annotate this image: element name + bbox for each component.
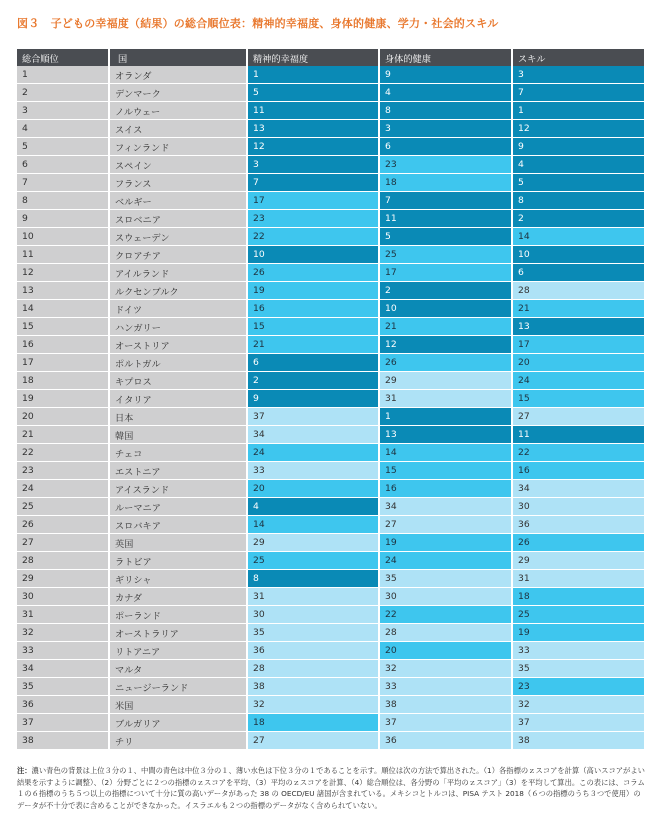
table-row — [17, 696, 644, 714]
cell-country: 英国 — [109, 534, 247, 552]
cell-skills: 37 — [512, 714, 644, 732]
cell-physical-health: 26 — [379, 354, 512, 372]
table-row — [17, 120, 644, 138]
cell-mental-wellbeing: 30 — [247, 606, 379, 624]
cell-country: アイスランド — [109, 480, 247, 498]
table-row — [17, 246, 644, 264]
table-row — [17, 264, 644, 282]
cell-skills: 13 — [512, 318, 644, 336]
cell-overall-rank: 38 — [17, 732, 109, 750]
cell-mental-wellbeing: 34 — [247, 426, 379, 444]
cell-mental-wellbeing: 32 — [247, 696, 379, 714]
cell-mental-wellbeing: 4 — [247, 498, 379, 516]
table-row — [17, 138, 644, 156]
cell-physical-health: 27 — [379, 516, 512, 534]
cell-country: 日本 — [109, 408, 247, 426]
cell-overall-rank: 32 — [17, 624, 109, 642]
cell-country: クロアチア — [109, 246, 247, 264]
cell-mental-wellbeing: 10 — [247, 246, 379, 264]
cell-mental-wellbeing: 15 — [247, 318, 379, 336]
cell-overall-rank: 30 — [17, 588, 109, 606]
table-row — [17, 714, 644, 732]
cell-mental-wellbeing: 38 — [247, 678, 379, 696]
cell-skills: 32 — [512, 696, 644, 714]
cell-country: スペイン — [109, 156, 247, 174]
cell-overall-rank: 35 — [17, 678, 109, 696]
cell-skills: 17 — [512, 336, 644, 354]
cell-overall-rank: 8 — [17, 192, 109, 210]
table-row — [17, 570, 644, 588]
cell-mental-wellbeing: 19 — [247, 282, 379, 300]
cell-overall-rank: 10 — [17, 228, 109, 246]
cell-overall-rank: 15 — [17, 318, 109, 336]
cell-physical-health: 28 — [379, 624, 512, 642]
cell-physical-health: 1 — [379, 408, 512, 426]
cell-overall-rank: 33 — [17, 642, 109, 660]
cell-physical-health: 15 — [379, 462, 512, 480]
cell-overall-rank: 19 — [17, 390, 109, 408]
header-overall-rank: 総合順位 — [17, 49, 109, 66]
cell-country: ノルウェー — [109, 102, 247, 120]
cell-mental-wellbeing: 5 — [247, 84, 379, 102]
cell-mental-wellbeing: 18 — [247, 714, 379, 732]
cell-overall-rank: 2 — [17, 84, 109, 102]
cell-skills: 12 — [512, 120, 644, 138]
cell-country: ニュージーランド — [109, 678, 247, 696]
table-row — [17, 300, 644, 318]
cell-mental-wellbeing: 6 — [247, 354, 379, 372]
table-row — [17, 174, 644, 192]
cell-skills: 36 — [512, 516, 644, 534]
cell-mental-wellbeing: 23 — [247, 210, 379, 228]
cell-physical-health: 21 — [379, 318, 512, 336]
cell-skills: 26 — [512, 534, 644, 552]
cell-skills: 25 — [512, 606, 644, 624]
cell-overall-rank: 31 — [17, 606, 109, 624]
header-country: 国 — [109, 49, 247, 66]
cell-skills: 30 — [512, 498, 644, 516]
cell-country: 韓国 — [109, 426, 247, 444]
cell-skills: 1 — [512, 102, 644, 120]
cell-skills: 15 — [512, 390, 644, 408]
table-row — [17, 516, 644, 534]
cell-physical-health: 10 — [379, 300, 512, 318]
cell-physical-health: 3 — [379, 120, 512, 138]
table-header-row — [17, 49, 644, 66]
cell-physical-health: 19 — [379, 534, 512, 552]
cell-mental-wellbeing: 13 — [247, 120, 379, 138]
cell-overall-rank: 14 — [17, 300, 109, 318]
cell-country: ブルガリア — [109, 714, 247, 732]
cell-skills: 21 — [512, 300, 644, 318]
cell-mental-wellbeing: 20 — [247, 480, 379, 498]
cell-country: ギリシャ — [109, 570, 247, 588]
cell-mental-wellbeing: 36 — [247, 642, 379, 660]
cell-skills: 10 — [512, 246, 644, 264]
cell-mental-wellbeing: 26 — [247, 264, 379, 282]
cell-country: オランダ — [109, 66, 247, 84]
table-row — [17, 642, 644, 660]
cell-country: ルーマニア — [109, 498, 247, 516]
cell-overall-rank: 20 — [17, 408, 109, 426]
cell-physical-health: 16 — [379, 480, 512, 498]
cell-overall-rank: 3 — [17, 102, 109, 120]
cell-overall-rank: 5 — [17, 138, 109, 156]
cell-skills: 6 — [512, 264, 644, 282]
cell-physical-health: 4 — [379, 84, 512, 102]
cell-mental-wellbeing: 14 — [247, 516, 379, 534]
cell-skills: 2 — [512, 210, 644, 228]
cell-skills: 33 — [512, 642, 644, 660]
cell-physical-health: 23 — [379, 156, 512, 174]
table-row — [17, 354, 644, 372]
cell-physical-health: 29 — [379, 372, 512, 390]
cell-overall-rank: 37 — [17, 714, 109, 732]
cell-skills: 35 — [512, 660, 644, 678]
cell-physical-health: 32 — [379, 660, 512, 678]
cell-overall-rank: 13 — [17, 282, 109, 300]
cell-overall-rank: 26 — [17, 516, 109, 534]
cell-physical-health: 12 — [379, 336, 512, 354]
cell-overall-rank: 4 — [17, 120, 109, 138]
table-row — [17, 408, 644, 426]
table-row — [17, 660, 644, 678]
cell-skills: 14 — [512, 228, 644, 246]
cell-mental-wellbeing: 33 — [247, 462, 379, 480]
cell-mental-wellbeing: 7 — [247, 174, 379, 192]
cell-country: ポーランド — [109, 606, 247, 624]
cell-mental-wellbeing: 17 — [247, 192, 379, 210]
cell-physical-health: 20 — [379, 642, 512, 660]
cell-physical-health: 31 — [379, 390, 512, 408]
table-row — [17, 624, 644, 642]
cell-country: マルタ — [109, 660, 247, 678]
cell-country: スイス — [109, 120, 247, 138]
cell-skills: 9 — [512, 138, 644, 156]
table-row — [17, 552, 644, 570]
cell-physical-health: 7 — [379, 192, 512, 210]
table-row — [17, 480, 644, 498]
cell-overall-rank: 27 — [17, 534, 109, 552]
table-row — [17, 588, 644, 606]
cell-overall-rank: 17 — [17, 354, 109, 372]
header-physical-health: 身体的健康 — [379, 49, 512, 66]
cell-country: ベルギー — [109, 192, 247, 210]
cell-overall-rank: 7 — [17, 174, 109, 192]
header-mental-wellbeing: 精神的幸福度 — [247, 49, 379, 66]
cell-country: オーストラリア — [109, 624, 247, 642]
cell-skills: 22 — [512, 444, 644, 462]
cell-physical-health: 37 — [379, 714, 512, 732]
cell-mental-wellbeing: 31 — [247, 588, 379, 606]
cell-skills: 27 — [512, 408, 644, 426]
cell-skills: 7 — [512, 84, 644, 102]
cell-country: ラトビア — [109, 552, 247, 570]
figure-title: 図３ 子どもの幸福度（結果）の総合順位表：精神的幸福度、身体的健康、学力・社会的スキル — [17, 17, 499, 30]
cell-physical-health: 5 — [379, 228, 512, 246]
cell-overall-rank: 21 — [17, 426, 109, 444]
cell-physical-health: 36 — [379, 732, 512, 750]
cell-mental-wellbeing: 35 — [247, 624, 379, 642]
table-row — [17, 210, 644, 228]
cell-overall-rank: 28 — [17, 552, 109, 570]
cell-overall-rank: 23 — [17, 462, 109, 480]
cell-mental-wellbeing: 3 — [247, 156, 379, 174]
cell-mental-wellbeing: 1 — [247, 66, 379, 84]
cell-country: チェコ — [109, 444, 247, 462]
cell-mental-wellbeing: 16 — [247, 300, 379, 318]
table-row — [17, 606, 644, 624]
cell-skills: 24 — [512, 372, 644, 390]
cell-mental-wellbeing: 11 — [247, 102, 379, 120]
cell-country: アイルランド — [109, 264, 247, 282]
cell-country: フランス — [109, 174, 247, 192]
cell-overall-rank: 16 — [17, 336, 109, 354]
footnote-text: 濃い青色の背景は上位３分の１、中間の青色は中位３分の１、薄い水色は下位３分の１であることを示す。順位は次の方法で算出された。（1）各指標のｚスコアを計算（高いスコアがよい結果を示すように調整）、（2）分野ごとに２つの指標のｚスコアを平均、（3）平均のｚスコアを計算、（4）総合順位は、各分野の「平均のｚスコア」（3）を平均して算出。この表には、コラム１の６指標のうち５つ以上の指標について十分に質の高いデータがあった 38 の OECD/EU 諸国が含まれている。メキシコとトルコは、PISA テスト 2018（６つの指標のうち３つで使用）のデータが不十分で表に含めることができなかった。イスラエルも２つの指標のデータがなく含められていない。 — [17, 766, 645, 810]
cell-mental-wellbeing: 28 — [247, 660, 379, 678]
cell-overall-rank: 6 — [17, 156, 109, 174]
cell-overall-rank: 18 — [17, 372, 109, 390]
cell-country: ハンガリー — [109, 318, 247, 336]
cell-skills: 8 — [512, 192, 644, 210]
cell-overall-rank: 24 — [17, 480, 109, 498]
cell-skills: 29 — [512, 552, 644, 570]
table-row — [17, 336, 644, 354]
cell-country: チリ — [109, 732, 247, 750]
cell-physical-health: 6 — [379, 138, 512, 156]
cell-country: ポルトガル — [109, 354, 247, 372]
cell-skills: 5 — [512, 174, 644, 192]
cell-skills: 28 — [512, 282, 644, 300]
cell-physical-health: 22 — [379, 606, 512, 624]
cell-overall-rank: 29 — [17, 570, 109, 588]
cell-skills: 11 — [512, 426, 644, 444]
cell-country: リトアニア — [109, 642, 247, 660]
table-row — [17, 282, 644, 300]
table-row — [17, 228, 644, 246]
table-row — [17, 462, 644, 480]
cell-country: スロバキア — [109, 516, 247, 534]
cell-physical-health: 35 — [379, 570, 512, 588]
cell-physical-health: 30 — [379, 588, 512, 606]
cell-country: ドイツ — [109, 300, 247, 318]
ranking-table — [17, 49, 644, 750]
cell-mental-wellbeing: 8 — [247, 570, 379, 588]
table-row — [17, 444, 644, 462]
table-row — [17, 102, 644, 120]
cell-country: キプロス — [109, 372, 247, 390]
cell-mental-wellbeing: 24 — [247, 444, 379, 462]
table-row — [17, 84, 644, 102]
cell-skills: 34 — [512, 480, 644, 498]
cell-skills: 31 — [512, 570, 644, 588]
cell-country: カナダ — [109, 588, 247, 606]
header-skills: スキル — [512, 49, 644, 66]
cell-mental-wellbeing: 9 — [247, 390, 379, 408]
cell-physical-health: 18 — [379, 174, 512, 192]
cell-skills: 4 — [512, 156, 644, 174]
cell-country: スウェーデン — [109, 228, 247, 246]
table-body — [17, 66, 644, 750]
cell-overall-rank: 12 — [17, 264, 109, 282]
cell-skills: 18 — [512, 588, 644, 606]
cell-physical-health: 11 — [379, 210, 512, 228]
cell-physical-health: 25 — [379, 246, 512, 264]
cell-skills: 38 — [512, 732, 644, 750]
cell-overall-rank: 1 — [17, 66, 109, 84]
cell-country: オーストリア — [109, 336, 247, 354]
table-row — [17, 732, 644, 750]
cell-country: デンマーク — [109, 84, 247, 102]
cell-country: イタリア — [109, 390, 247, 408]
cell-country: ルクセンブルク — [109, 282, 247, 300]
cell-skills: 19 — [512, 624, 644, 642]
table-row — [17, 534, 644, 552]
table-row — [17, 498, 644, 516]
table-row — [17, 192, 644, 210]
table-row — [17, 390, 644, 408]
cell-mental-wellbeing: 37 — [247, 408, 379, 426]
cell-physical-health: 13 — [379, 426, 512, 444]
cell-country: 米国 — [109, 696, 247, 714]
cell-mental-wellbeing: 12 — [247, 138, 379, 156]
cell-physical-health: 33 — [379, 678, 512, 696]
cell-country: スロベニア — [109, 210, 247, 228]
cell-mental-wellbeing: 22 — [247, 228, 379, 246]
cell-country: フィンランド — [109, 138, 247, 156]
cell-mental-wellbeing: 27 — [247, 732, 379, 750]
cell-mental-wellbeing: 2 — [247, 372, 379, 390]
table-row — [17, 318, 644, 336]
cell-physical-health: 14 — [379, 444, 512, 462]
table-row — [17, 156, 644, 174]
cell-overall-rank: 36 — [17, 696, 109, 714]
footnote — [17, 765, 647, 811]
table-row — [17, 426, 644, 444]
cell-physical-health: 38 — [379, 696, 512, 714]
cell-skills: 3 — [512, 66, 644, 84]
cell-overall-rank: 34 — [17, 660, 109, 678]
cell-mental-wellbeing: 21 — [247, 336, 379, 354]
footnote-label: 注： — [17, 766, 32, 775]
cell-physical-health: 17 — [379, 264, 512, 282]
cell-mental-wellbeing: 25 — [247, 552, 379, 570]
cell-overall-rank: 25 — [17, 498, 109, 516]
cell-overall-rank: 22 — [17, 444, 109, 462]
cell-physical-health: 2 — [379, 282, 512, 300]
cell-physical-health: 9 — [379, 66, 512, 84]
cell-skills: 23 — [512, 678, 644, 696]
table-row — [17, 678, 644, 696]
table-row — [17, 66, 644, 84]
cell-skills: 16 — [512, 462, 644, 480]
cell-physical-health: 8 — [379, 102, 512, 120]
cell-mental-wellbeing: 29 — [247, 534, 379, 552]
cell-physical-health: 24 — [379, 552, 512, 570]
cell-overall-rank: 11 — [17, 246, 109, 264]
cell-physical-health: 34 — [379, 498, 512, 516]
cell-skills: 20 — [512, 354, 644, 372]
cell-overall-rank: 9 — [17, 210, 109, 228]
cell-country: エストニア — [109, 462, 247, 480]
table-row — [17, 372, 644, 390]
